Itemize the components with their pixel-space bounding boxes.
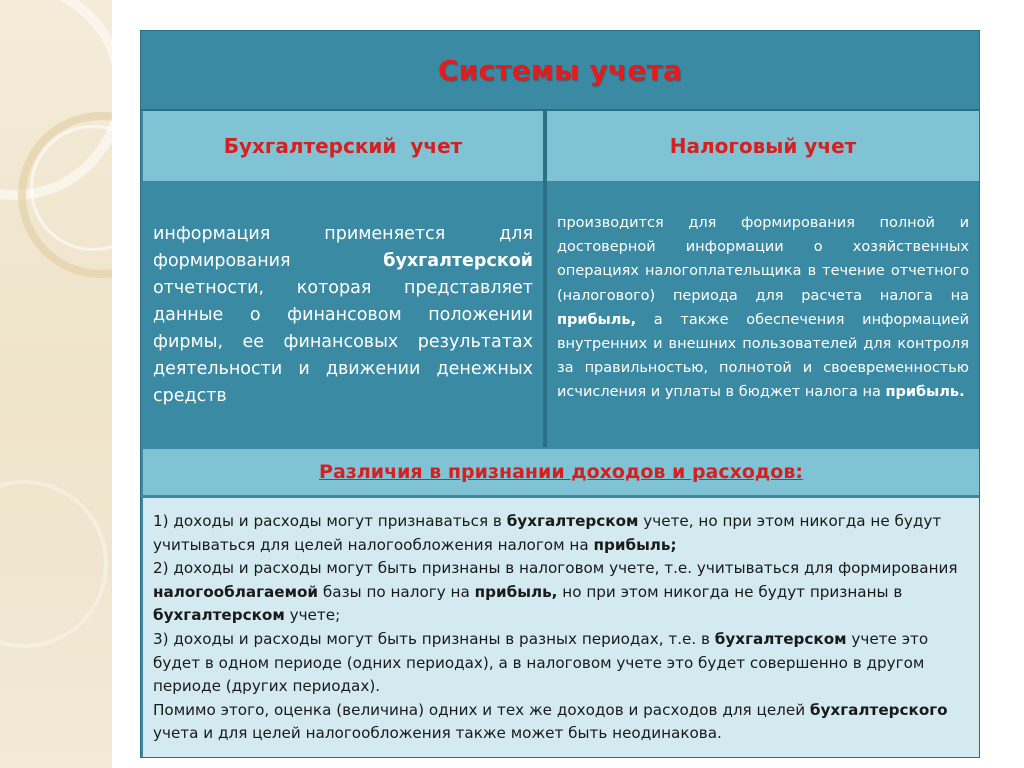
tax-header-cell [547, 111, 979, 181]
text-segment: учете это будет в одном периоде (одних периодах), а в налоговом учете это будет совершенно в другом периоде (других периодах). [153, 629, 929, 696]
text-segment: Помимо этого, оценка (величина) одних и тех же доходов и расходов для целей [153, 700, 810, 719]
accounting-header: Бухгалтерский учет [223, 134, 463, 158]
accounting-description [143, 183, 543, 447]
bold-segment: прибыль, [557, 311, 637, 328]
text-segment: отчетности, которая представляет данные о финансовом положении фирмы, ее финансовых результатах деятельности и движении денежных средств [153, 278, 533, 406]
text-segment: учета и для целей налогообложения также может быть неодинакова. [153, 724, 722, 743]
text-segment: но при этом никогда не будут признаны в [557, 582, 903, 601]
differences-list [143, 498, 979, 757]
slide-title: Системы учета [437, 53, 683, 87]
text-segment: а также обеспечения информацией внутренних и внешних пользователей для контроля за правильностью, полнотой и своевременностью исчисления и уплаты в бюджет налога на [557, 311, 969, 401]
bold-segment: бухгалтерском [714, 629, 847, 648]
bold-segment: бухгалтерской [383, 251, 533, 271]
difference-item [153, 557, 969, 628]
differences-title: Различия в признании доходов и расходов: [319, 461, 803, 483]
text-segment: информация применяется для формирования [153, 224, 533, 271]
bold-segment: бухгалтерском [506, 512, 639, 530]
text-segment: 2) доходы и расходы могут быть признаны в налоговом учете, т.е. учитываться для формирования [153, 559, 958, 578]
text-segment: производится для формирования полной и достоверной информации о хозяйственных операциях налогоплательщика в течение отчетного (налогового) периода для расчета налога на [557, 215, 969, 304]
bold-segment: бухгалтерского [809, 700, 948, 719]
accounting-header-cell [143, 111, 543, 181]
tax-header: Налоговый учет [669, 134, 857, 158]
tax-description [547, 183, 979, 447]
title-cell [141, 31, 979, 111]
decorative-background [0, 0, 112, 768]
difference-note [153, 699, 969, 746]
bold-segment: прибыль. [885, 384, 965, 401]
decorative-divider [112, 0, 114, 768]
text-segment: учете, но при этом никогда не будут учитываться для целей налогообложения налогом на [153, 512, 942, 554]
text-segment: 3) доходы и расходы могут быть признаны в разных периодах, т.е. в [153, 629, 715, 648]
difference-item [153, 510, 969, 557]
difference-item [153, 628, 969, 699]
bold-segment: прибыль, [474, 582, 558, 601]
text-segment: базы по налогу на [318, 582, 475, 601]
bold-segment: бухгалтерском [153, 606, 285, 625]
comparison-table [140, 30, 980, 758]
text-segment: 1) доходы и расходы могут признаваться в [153, 512, 507, 530]
decorative-ring [0, 480, 108, 648]
bold-segment: прибыль; [593, 535, 677, 554]
text-segment: учете; [284, 606, 341, 625]
bold-segment: налогооблагаемой [153, 582, 319, 601]
differences-header-cell [143, 449, 979, 495]
